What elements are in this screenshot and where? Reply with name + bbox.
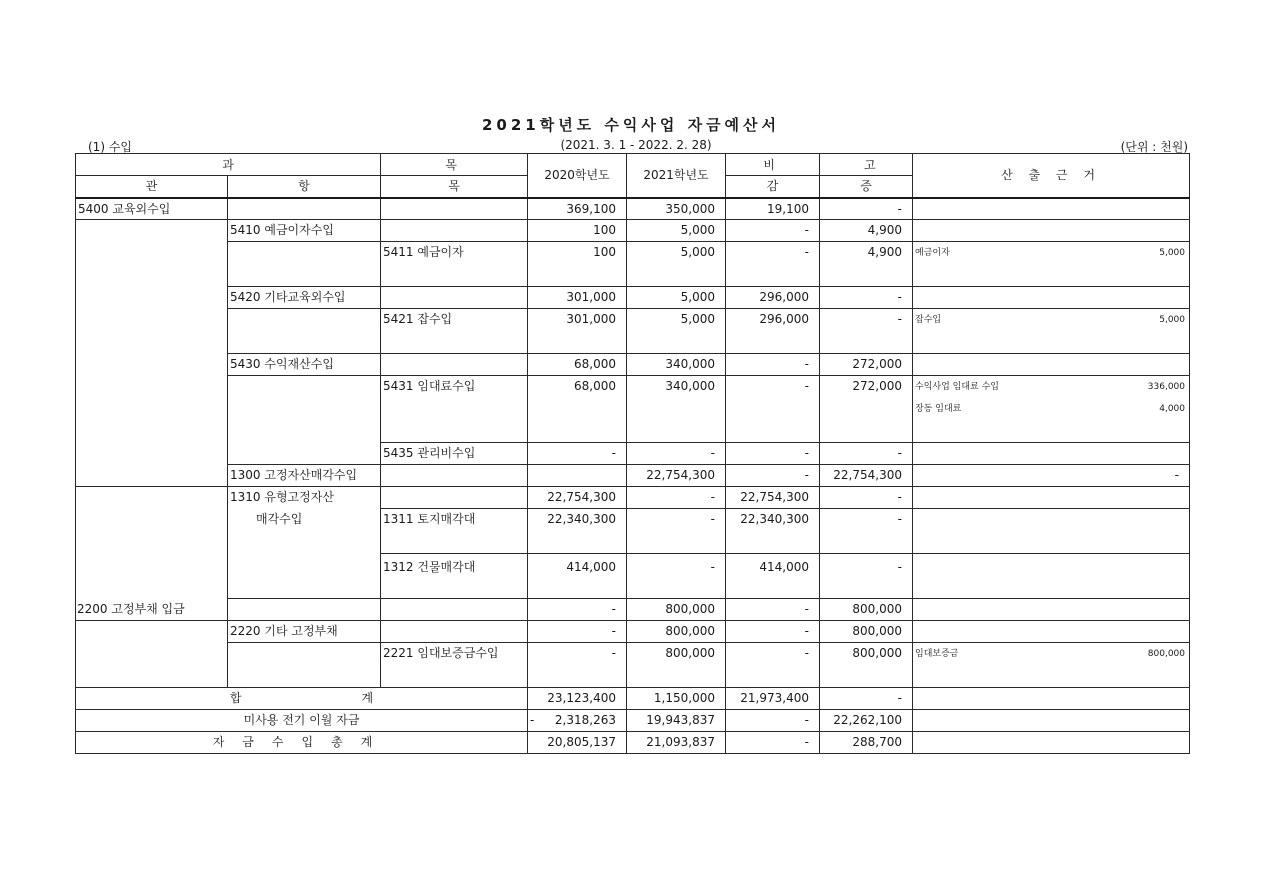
hang-label: 5430 수익재산수입 — [228, 354, 381, 376]
value-2020: 68,000 — [528, 376, 627, 443]
negative-sign: - — [530, 713, 535, 727]
value-increase: 288,700 — [820, 732, 913, 754]
value-2020: 68,000 — [528, 354, 627, 376]
basis-amount: 800,000 — [1147, 649, 1185, 659]
value-increase: - — [820, 554, 913, 599]
header-jeung: 증 — [820, 176, 913, 198]
total-label-b: 계 — [361, 691, 374, 705]
value-2020: 20,805,137 — [528, 732, 627, 754]
table-row — [76, 198, 1190, 220]
basis-amount: 4,000 — [1159, 404, 1185, 414]
value-2021: 800,000 — [627, 599, 726, 621]
total-label-a: 합 — [229, 691, 242, 705]
kwan-label: 2200 고정부채 입금 — [75, 599, 228, 621]
header-mok2: 목 — [381, 176, 528, 198]
value-increase: - — [820, 688, 913, 710]
kwan-label: 1300 고정자산매각수입 — [228, 465, 381, 487]
value-decrease: - — [726, 643, 820, 688]
table-row — [76, 220, 1190, 242]
value-2021: 5,000 — [627, 242, 726, 287]
basis-item: 수익사업 임대료 수입 — [915, 382, 999, 392]
value-decrease: 19,100 — [726, 198, 820, 220]
value-2020: 100 — [528, 242, 627, 287]
value-2021: - — [627, 443, 726, 465]
unit-label: (단위 : 천원) — [1120, 140, 1188, 154]
value-2020: - — [528, 443, 627, 465]
table-row — [76, 376, 1190, 443]
header-row-1 — [76, 154, 1190, 176]
table-row — [76, 287, 1190, 309]
basis-item: 예금이자 — [915, 248, 950, 258]
value-2021: 350,000 — [627, 198, 726, 220]
value-2021: 800,000 — [627, 643, 726, 688]
value-decrease: - — [726, 621, 820, 643]
value-increase: 800,000 — [820, 599, 913, 621]
header-mok: 목 — [381, 154, 528, 176]
value-decrease: - — [726, 710, 820, 732]
basis-amount: 5,000 — [1159, 248, 1185, 258]
document-title: 2021학년도 수익사업 자금예산서 — [481, 116, 781, 134]
value-increase: - — [820, 443, 913, 465]
value-2020: 22,754,300 — [627, 465, 726, 487]
header-gwa: 과 — [76, 154, 381, 176]
basis-item: 잡수입 — [915, 315, 942, 325]
hang-label: 2220 기타 고정부채 — [228, 621, 381, 643]
basis-cell — [913, 376, 1190, 443]
hang-label: 5410 예금이자수입 — [228, 220, 381, 242]
carryover-row — [76, 710, 1190, 732]
value-2021: 800,000 — [627, 621, 726, 643]
value-decrease: - — [726, 242, 820, 287]
table-row — [76, 354, 1190, 376]
value-2021: 5,000 — [627, 309, 726, 354]
grand-total-label: 자금수입총계 — [76, 732, 528, 754]
value-increase: 4,900 — [820, 220, 913, 242]
total-label — [76, 688, 528, 710]
value-2020: 100 — [528, 220, 627, 242]
value-2020: 2,318,263 — [554, 713, 616, 727]
header-bi: 비 — [726, 154, 820, 176]
basis-cell — [913, 309, 1190, 354]
table-row — [76, 643, 1190, 688]
mok-label: 1312 건물매각대 — [381, 554, 528, 599]
mok-label: 5411 예금이자 — [381, 242, 528, 287]
value-decrease: - — [726, 354, 820, 376]
value-2021: 340,000 — [627, 376, 726, 443]
table-row — [76, 242, 1190, 287]
grand-total-row — [76, 732, 1190, 754]
period-label: (2021. 3. 1 - 2022. 2. 28) — [560, 138, 712, 152]
mok-label: 5435 관리비수입 — [381, 443, 528, 465]
mok-label: 5421 잡수입 — [381, 309, 528, 354]
value-2020: 22,754,300 — [528, 487, 627, 509]
value-increase: 800,000 — [820, 643, 913, 688]
hang-label — [228, 487, 381, 599]
header-go: 고 — [820, 154, 913, 176]
value-2021: - — [726, 465, 820, 487]
value-increase: 272,000 — [820, 376, 913, 443]
header-2020: 2020학년도 — [528, 154, 627, 198]
header-hang: 항 — [228, 176, 381, 198]
value-decrease: - — [726, 443, 820, 465]
hang-label-line2: 매각수입 — [256, 512, 303, 526]
value-decrease: 21,973,400 — [726, 688, 820, 710]
value-2021: 5,000 — [627, 220, 726, 242]
value-2021: 1,150,000 — [627, 688, 726, 710]
value-2021: - — [627, 487, 726, 509]
value-2020-cell — [528, 710, 627, 732]
value-decrease: - — [726, 220, 820, 242]
value-2021: 340,000 — [627, 354, 726, 376]
table-row — [76, 599, 1190, 621]
basis-cell — [913, 242, 1190, 287]
table-row — [76, 621, 1190, 643]
carryover-label: 미사용 전기 이월 자금 — [76, 710, 528, 732]
value-decrease: - — [726, 599, 820, 621]
value-2020: 301,000 — [528, 287, 627, 309]
basis-cell — [913, 643, 1190, 688]
budget-table — [75, 153, 1190, 754]
total-row — [76, 688, 1190, 710]
value-decrease: 22,754,300 — [726, 487, 820, 509]
value-decrease: - — [726, 732, 820, 754]
value-increase: - — [820, 287, 913, 309]
value-2020: - — [528, 621, 627, 643]
value-2020: - — [528, 599, 627, 621]
header-basis: 산 출 근 거 — [913, 154, 1190, 198]
hang-label: 5420 기타교육외수입 — [228, 287, 381, 309]
value-decrease: - — [726, 376, 820, 443]
mok-label: 2221 임대보증금수입 — [381, 643, 528, 688]
value-decrease: 296,000 — [726, 309, 820, 354]
basis-amount: 336,000 — [1147, 382, 1185, 392]
section-label: (1) 수입 — [88, 140, 132, 154]
value-2020: 23,123,400 — [528, 688, 627, 710]
value-decrease: 296,000 — [726, 287, 820, 309]
value-increase: - — [820, 309, 913, 354]
header-kwan: 관 — [76, 176, 228, 198]
value-2020: - — [528, 643, 627, 688]
value-increase: 272,000 — [820, 354, 913, 376]
value-decrease: 414,000 — [726, 554, 820, 599]
value-2021: 5,000 — [627, 287, 726, 309]
table-row — [76, 487, 1190, 509]
value-increase: 4,900 — [820, 242, 913, 287]
table-row — [76, 309, 1190, 354]
mok-label: 5431 임대료수입 — [381, 376, 528, 443]
mok-label: 1311 토지매각대 — [381, 509, 528, 554]
basis-amount: 5,000 — [1159, 315, 1185, 325]
value-2021: 21,093,837 — [627, 732, 726, 754]
header-2021: 2021학년도 — [627, 154, 726, 198]
value-increase: 800,000 — [820, 621, 913, 643]
value-decrease: 22,340,300 — [726, 509, 820, 554]
basis-item: 임대보증금 — [915, 649, 959, 659]
hang-label-line1: 1310 유형고정자산 — [230, 490, 334, 504]
value-2020: 22,340,300 — [528, 509, 627, 554]
value-2021: - — [627, 554, 726, 599]
header-gam: 감 — [726, 176, 820, 198]
table-row — [76, 465, 1190, 487]
value-increase: - — [913, 465, 1190, 487]
value-increase: 22,262,100 — [820, 710, 913, 732]
value-2021: 19,943,837 — [627, 710, 726, 732]
kwan-label: 5400 교육외수입 — [76, 198, 228, 220]
value-increase: - — [820, 487, 913, 509]
value-increase: - — [820, 198, 913, 220]
value-2020: 301,000 — [528, 309, 627, 354]
value-2021: - — [627, 509, 726, 554]
value-decrease: 22,754,300 — [820, 465, 913, 487]
basis-item: 장동 임대료 — [915, 404, 962, 414]
value-increase: - — [820, 509, 913, 554]
value-2020: 369,100 — [528, 198, 627, 220]
value-2020: 414,000 — [528, 554, 627, 599]
